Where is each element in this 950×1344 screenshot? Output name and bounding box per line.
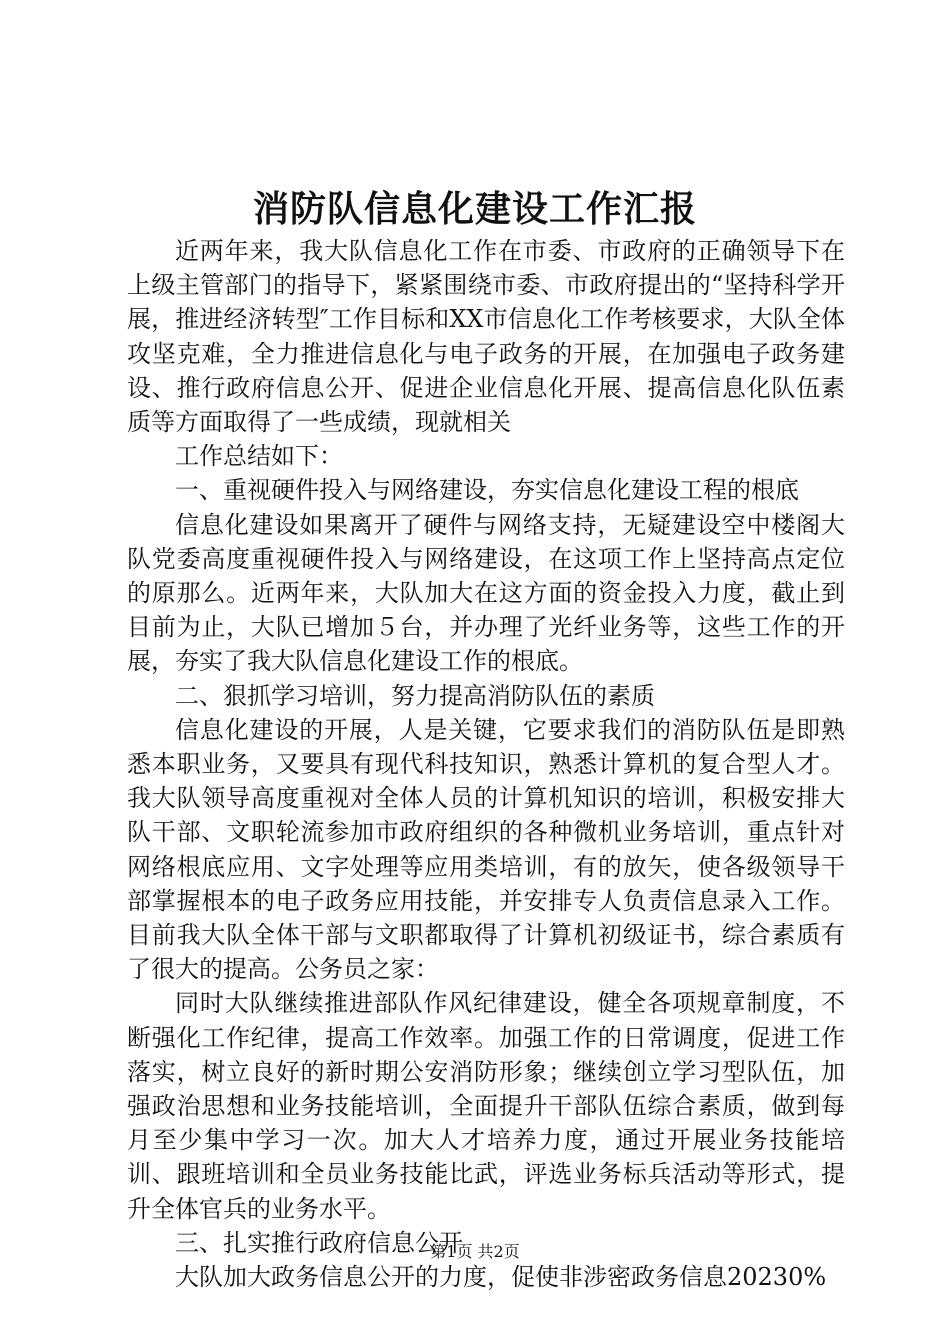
paragraph-summary-lead: 工作总结如下： [175,442,343,471]
paragraph-hardware: 信息化建设如果离开了硬件与网络支持，无疑建设空中楼阁大队党委高度重视硬件投入与网络建设，在这项工作上坚持高点定位的原那么。近两年来，大队加大在这方面的资金投入力度，截止到目前为止，大队已增加５台，并办理了光纤业务等，这些工作的开展，夯实了我大队信息化建设工作的根底。 [127,510,845,676]
section-heading-2: 二、狠抓学习培训，努力提高消防队伍的素质 [175,681,655,710]
paragraph-discipline: 同时大队继续推进部队作风纪律建设，健全各项规章制度，不断强化工作纪律，提高工作效率。加强工作的日常调度，促进工作落实，树立良好的新时期公安消防形象；继续创立学习型队伍，加强政治思想和业务技能培训，全面提升干部队伍综合素质，做到每月至少集中学习一次。加大人才培养力度，通过开展业务技能培训、跟班培训和全员业务技能比武，评选业务标兵活动等形式，提升全体官兵的业务水平。 [127,989,845,1223]
section-heading-3: 三、扎实推行政府信息公开 [175,1228,463,1257]
document-body [127,234,845,1294]
page-number-footer: 第1页 共2页 [430,1242,520,1261]
document-title: 消防队信息化建设工作汇报 [252,188,697,230]
section-heading-1: 一、重视硬件投入与网络建设，夯实信息化建设工程的根底 [175,476,799,505]
paragraph-disclosure: 大队加大政务信息公开的力度，促使非涉密政务信息20230% [175,1263,827,1292]
paragraph-training: 信息化建设的开展，人是关键，它要求我们的消防队伍是即熟悉本职业务，又要具有现代科技知识，熟悉计算机的复合型人才。我大队领导高度重视对全体人员的计算机知识的培训，积极安排大队干部、文职轮流参加市政府组织的各种微机业务培训，重点针对网络根底应用、文字处理等应用类培训，有的放矢，使各级领导干部掌握根本的电子政务应用技能，并安排专人负责信息录入工作。目前我大队全体干部与文职都取得了计算机初级证书，综合素质有了很大的提高。公务员之家： [127,715,845,984]
paragraph-intro: 近两年来，我大队信息化工作在市委、市政府的正确领导下在上级主管部门的指导下，紧紧围绕市委、市政府提出的“坚持科学开展，推进经济转型″工作目标和XX市信息化工作考核要求，大队全体攻坚克难，全力推进信息化与电子政务的开展，在加强电子政务建设、推行政府信息公开、促进企业信息化开展、提高信息化队伍素质等方面取得了一些成绩，现就相关 [127,237,845,437]
